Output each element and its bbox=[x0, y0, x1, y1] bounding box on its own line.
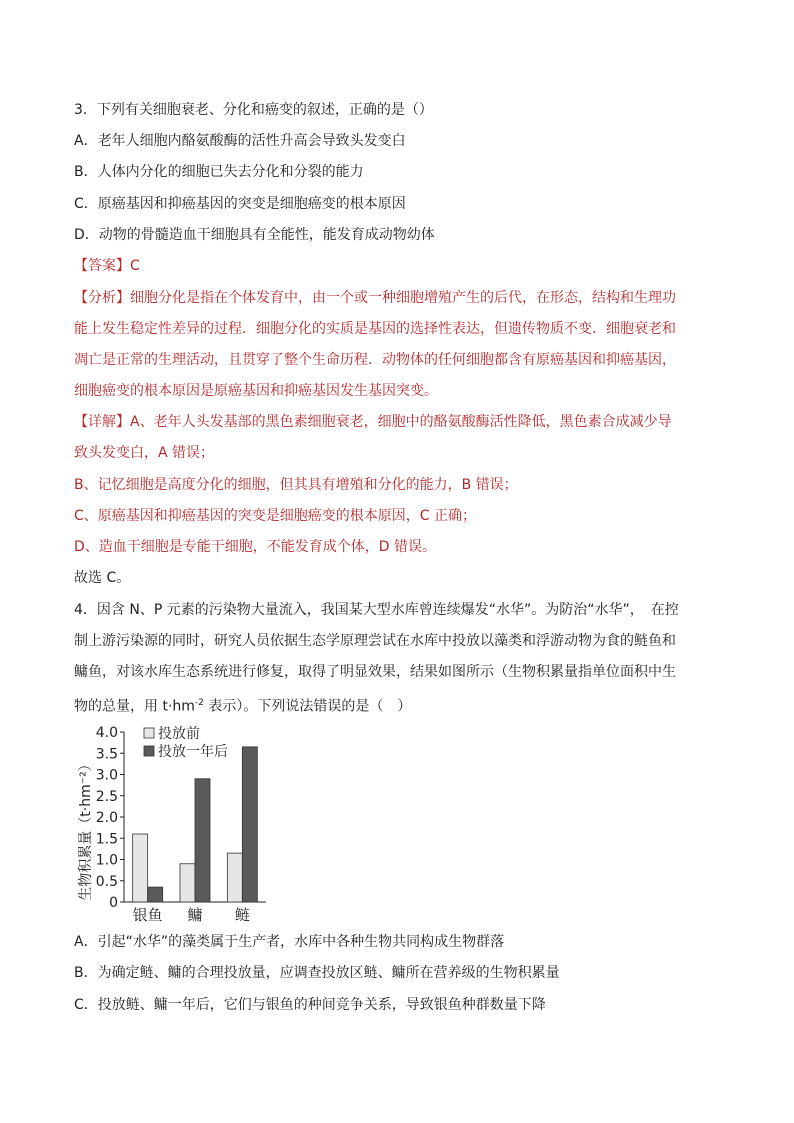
q4-stem-line-1: 4．因含 N、P 元素的污染物大量流入，我国某大型水库曾连续爆发“水华”。为防治“水华”， 在控 bbox=[74, 602, 679, 618]
analysis-tag: 【分析】 bbox=[74, 290, 130, 306]
chart-bars bbox=[133, 747, 258, 902]
q3-option-a: A．老年人细胞内酪氨酸酶的活性升高会导致头发变白 bbox=[74, 133, 406, 149]
q3-conclusion: 故选 C。 bbox=[74, 570, 131, 586]
bar-before bbox=[227, 853, 242, 902]
detail-line-2: 致头发变白，A 错误； bbox=[74, 445, 215, 461]
legend-label: 投放一年后 bbox=[158, 744, 228, 760]
bar-after bbox=[242, 747, 257, 902]
legend-swatch bbox=[144, 746, 154, 756]
detail-line-1 bbox=[74, 412, 672, 432]
answer-value: C bbox=[130, 258, 140, 274]
analysis-line-1 bbox=[74, 288, 676, 308]
y-tick-label: 3.5 bbox=[95, 746, 118, 763]
bar-after bbox=[195, 779, 210, 902]
answer-tag: 【答案】 bbox=[74, 258, 130, 274]
legend-swatch bbox=[144, 728, 154, 738]
analysis-line-3: 凋亡是正常的生理活动，且贯穿了整个生命历程．动物体的任何细胞都含有原癌基因和抑癌基因， bbox=[74, 352, 676, 368]
y-tick-label: 0.5 bbox=[95, 873, 118, 890]
detail-text-1: A、老年人头发基部的黑色素细胞衰老，细胞中的酪氨酸酶活性降低，黑色素合成减少导 bbox=[130, 414, 672, 430]
analysis-text-1: 细胞分化是指在个体发育中，由一个或一种细胞增殖产生的后代，在形态，结构和生理功 bbox=[130, 290, 676, 306]
detail-d: D、造血干细胞是专能干细胞，不能发育成个体，D 错误。 bbox=[74, 539, 437, 555]
chart-legend bbox=[144, 725, 228, 760]
q4-stem-line-2: 制上游污染源的同时，研究人员依据生态学原理尝试在水库中投放以藻类和浮游动物为食的鲢鱼和 bbox=[74, 633, 676, 649]
y-tick-label: 3.0 bbox=[95, 767, 118, 784]
biomass-bar-chart bbox=[70, 720, 280, 925]
q4-stem-4-pre: 物的总量，用 t·hm bbox=[74, 698, 195, 715]
analysis-line-2: 能上发生稳定性差异的过程．细胞分化的实质是基因的选择性表达，但遗传物质不变．细胞衰老和 bbox=[74, 321, 676, 337]
y-tick-label: 1.5 bbox=[95, 831, 118, 848]
q4-stem-line-3: 鳙鱼，对该水库生态系统进行修复，取得了明显效果，结果如图所示（生物积累量指单位面积中生 bbox=[74, 664, 676, 680]
x-category-label: 鲢 bbox=[234, 906, 250, 924]
detail-b: B、记忆细胞是高度分化的细胞，但其具有增殖和分化的能力，B 错误； bbox=[74, 477, 518, 493]
q4-option-a: A．引起“水华”的藻类属于生产者，水库中各种生物共同构成生物群落 bbox=[74, 934, 505, 950]
q3-option-c: C．原癌基因和抑癌基因的突变是细胞癌变的根本原因 bbox=[74, 196, 406, 212]
x-category-label: 银鱼 bbox=[132, 906, 163, 924]
bar-before bbox=[180, 864, 195, 902]
y-tick-label: 1.0 bbox=[95, 852, 118, 869]
bar-after bbox=[148, 887, 163, 902]
q3-answer bbox=[74, 256, 140, 276]
bar-before bbox=[133, 834, 148, 902]
q4-stem-4-sup: -2 bbox=[194, 698, 204, 708]
q4-stem-line-4 bbox=[74, 693, 411, 717]
y-axis-label: 生物积累量（t·hm⁻²） bbox=[78, 757, 94, 901]
y-tick-label: 2.5 bbox=[95, 788, 118, 805]
analysis-line-4: 细胞癌变的根本原因是原癌基因和抑癌基因发生基因突变。 bbox=[74, 383, 438, 399]
q4-option-c: C．投放鲢、鳙一年后，它们与银鱼的种间竞争关系，导致银鱼种群数量下降 bbox=[74, 997, 546, 1013]
y-tick-label: 0 bbox=[109, 895, 118, 911]
q3-option-d: D．动物的骨髓造血干细胞具有全能性，能发育成动物幼体 bbox=[74, 227, 435, 243]
y-tick-label: 2.0 bbox=[95, 810, 118, 826]
detail-tag: 【详解】 bbox=[74, 414, 130, 430]
q3-option-b: B．人体内分化的细胞已失去分化和分裂的能力 bbox=[74, 164, 364, 180]
x-category-label: 鳙 bbox=[187, 906, 203, 924]
y-tick-label: 4.0 bbox=[95, 725, 118, 741]
q3-stem: 3．下列有关细胞衰老、分化和癌变的叙述，正确的是（） bbox=[74, 102, 433, 118]
detail-c: C、原癌基因和抑癌基因的突变是细胞癌变的根本原因，C 正确； bbox=[74, 508, 476, 524]
q4-option-b: B．为确定鲢、鳙的合理投放量，应调查投放区鲢、鳙所在营养级的生物积累量 bbox=[74, 965, 560, 981]
q4-stem-4-post: 表示）。下列说法错误的是（ ） bbox=[203, 698, 412, 715]
legend-label: 投放前 bbox=[158, 726, 200, 742]
